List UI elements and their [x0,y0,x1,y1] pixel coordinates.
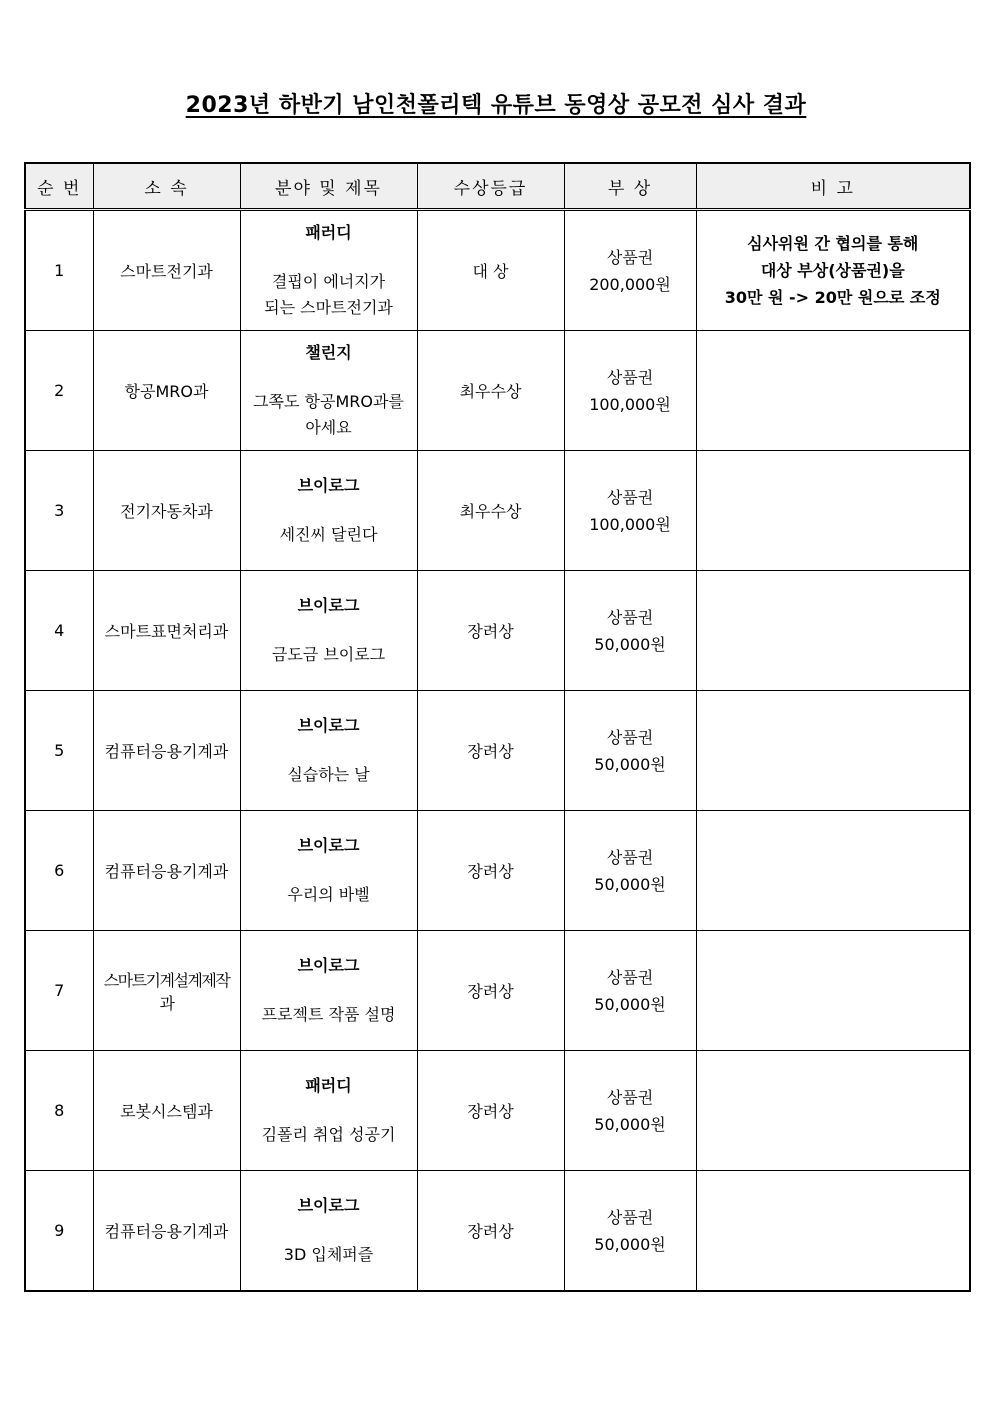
row-note [696,571,970,691]
table-row [25,931,970,1051]
row-genre: 브이로그 [297,956,360,975]
row-title: 세진씨 달린다 [279,525,378,544]
row-prize-type: 상품권 [606,1207,654,1227]
row-award-grade: 장려상 [417,1051,564,1171]
table-row [25,210,970,331]
row-department: 스마트표면처리과 [93,571,240,691]
row-prize [564,210,696,331]
row-title: 금도금 브이로그 [271,645,386,664]
row-department: 로봇시스템과 [93,1051,240,1171]
row-prize-amount: 50,000원 [594,874,666,894]
row-prize-type: 상품권 [606,1087,654,1107]
row-number: 9 [25,1171,93,1292]
row-note [696,931,970,1051]
row-category-title [240,691,417,811]
document-title-text: 2023년 하반기 남인천폴리텍 유튜브 동영상 공모전 심사 결과 [185,93,807,118]
row-award-grade: 최우수상 [417,331,564,451]
row-genre: 패러디 [305,1076,352,1095]
row-number: 5 [25,691,93,811]
row-number: 1 [25,210,93,331]
row-prize-amount: 50,000원 [594,1114,666,1134]
row-award-grade: 장려상 [417,1171,564,1292]
row-department: 항공MRO과 [93,331,240,451]
row-award-grade: 대 상 [417,210,564,331]
results-table-header [25,163,970,210]
row-prize [564,1051,696,1171]
row-note [696,691,970,811]
row-prize [564,931,696,1051]
header-category-title: 분야 및 제목 [240,163,417,210]
header-number: 순 번 [25,163,93,210]
header-note: 비 고 [696,163,970,210]
row-note [696,1171,970,1292]
table-row [25,691,970,811]
row-genre: 챌린지 [305,343,352,362]
row-category-title [240,931,417,1051]
row-award-grade: 장려상 [417,571,564,691]
row-prize-amount: 100,000원 [589,514,671,534]
row-category-title [240,811,417,931]
row-department: 전기자동차과 [93,451,240,571]
row-title: 그쪽도 항공MRO과를 아세요 [253,392,404,437]
row-department: 스마트전기과 [93,210,240,331]
row-number: 4 [25,571,93,691]
row-note: 심사위원 간 협의를 통해 대상 부상(상품권)을 30만 원 -> 20만 원으로 조정 [696,210,970,331]
results-table [24,162,971,1292]
row-prize-type: 상품권 [606,247,654,267]
row-prize-type: 상품권 [606,367,654,387]
row-number: 3 [25,451,93,571]
row-title: 실습하는 날 [287,765,370,784]
row-award-grade: 장려상 [417,811,564,931]
row-number: 8 [25,1051,93,1171]
row-department: 컴퓨터응용기계과 [93,691,240,811]
row-prize-amount: 100,000원 [589,394,671,414]
row-title: 결핍이 에너지가 되는 스마트전기과 [264,272,393,317]
row-note [696,331,970,451]
row-prize-amount: 50,000원 [594,754,666,774]
row-prize-type: 상품권 [606,847,654,867]
row-genre: 브이로그 [297,836,360,855]
row-title: 우리의 바벨 [287,885,370,904]
row-prize [564,691,696,811]
row-prize [564,451,696,571]
row-prize [564,331,696,451]
row-number: 6 [25,811,93,931]
row-genre: 브이로그 [297,1196,360,1215]
row-category-title [240,1051,417,1171]
row-department: 컴퓨터응용기계과 [93,1171,240,1292]
row-prize-type: 상품권 [606,607,654,627]
row-award-grade: 장려상 [417,931,564,1051]
row-prize-amount: 200,000원 [589,274,671,294]
row-prize [564,1171,696,1292]
row-prize-type: 상품권 [606,487,654,507]
row-award-grade: 최우수상 [417,451,564,571]
row-number: 7 [25,931,93,1051]
row-department: 컴퓨터응용기계과 [93,811,240,931]
row-prize [564,571,696,691]
table-row [25,811,970,931]
row-category-title [240,331,417,451]
row-title: 3D 입체퍼즐 [283,1245,374,1264]
header-row [25,163,970,210]
row-category-title [240,571,417,691]
row-title: 프로젝트 작품 설명 [261,1005,396,1024]
results-table-body [25,210,970,1292]
header-award-grade: 수상등급 [417,163,564,210]
row-prize-amount: 50,000원 [594,994,666,1014]
row-category-title [240,1171,417,1292]
row-genre: 브이로그 [297,596,360,615]
header-prize: 부 상 [564,163,696,210]
row-prize-amount: 50,000원 [594,1234,666,1254]
row-genre: 브이로그 [297,716,360,735]
row-prize-type: 상품권 [606,727,654,747]
table-row [25,1171,970,1292]
table-row [25,451,970,571]
row-prize [564,811,696,931]
row-note [696,811,970,931]
row-title: 김폴리 취업 성공기 [261,1125,396,1144]
row-department: 스마트기계설계제작과 [93,931,240,1051]
table-row [25,331,970,451]
table-row [25,571,970,691]
row-prize-amount: 50,000원 [594,634,666,654]
row-number: 2 [25,331,93,451]
row-prize-type: 상품권 [606,967,654,987]
row-category-title [240,210,417,331]
row-category-title [240,451,417,571]
row-genre: 브이로그 [297,476,360,495]
row-note [696,1051,970,1171]
document-title [0,88,992,119]
table-row [25,1051,970,1171]
header-department: 소 속 [93,163,240,210]
row-award-grade: 장려상 [417,691,564,811]
row-genre: 패러디 [305,223,352,242]
row-note [696,451,970,571]
